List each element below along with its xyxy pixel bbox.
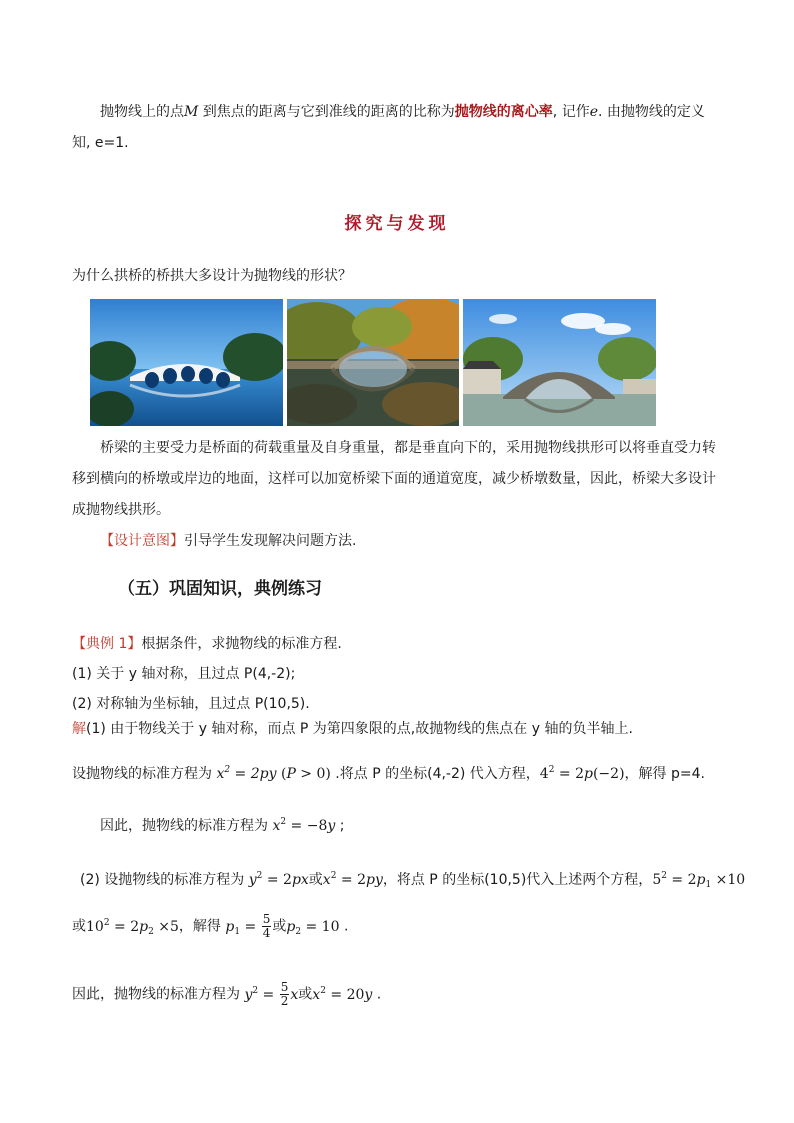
equation-two-forms: $y^2 = 2px$	[248, 871, 309, 888]
bridge-question: 为什么拱桥的桥拱大多设计为抛物线的形状？	[72, 268, 352, 284]
solution-line-5: 或$10^2 = 2p_2 \times 5$，解得 $p_1$ = $\frac{5}{4}$ 或$p_2 = 10$ .	[72, 912, 349, 940]
bridge-text-line2: 移到横向的桥墩或岸边的地面，这样可以加宽桥梁下面的通道宽度，减少桥墩数量，因此，桥梁大多设计	[72, 471, 716, 487]
bridge-stone-arch-autumn-photo	[287, 299, 459, 426]
solution-line-4: (2) 设抛物线的标准方程为 $y^2 = 2px$或$x^2 = 2py$，将点 P 的坐标(10,5)代入上述两个方程，$5^2 = 2p_1 \times 10$	[80, 871, 746, 890]
solution-line-6: 因此，抛物线的标准方程为 $y^2$ = $\frac{5}{2}$ x或$x^2 = 20y$ .	[72, 980, 382, 1008]
solution-line-2: 设抛物线的标准方程为 $x^2 = 2py$ (P > 0) .将点 P 的坐标(4,-2) 代入方程，$4^2 = 2p(-2)$，解得 p=4.	[72, 765, 705, 782]
explore-heading: 探究与发现	[344, 214, 450, 234]
equation-result-2: $y^2$ = $\frac{5}{2}$ x	[244, 980, 299, 1008]
solution-line-3: 因此，抛物线的标准方程为 $x^2 = -8y$ ;	[100, 817, 345, 834]
bridge-text-line1: 桥梁的主要受力是桥面的荷载重量及自身重量，都是垂直向下的，采用抛物线拱形可以将垂直受力转	[100, 440, 716, 456]
example-item-2: (2) 对称轴为坐标轴，且过点 P(10,5).	[72, 696, 310, 712]
eccentricity-paragraph-line2: 知, e=1.	[72, 135, 129, 151]
equation-result-1: $x^2 = -8y$	[272, 817, 336, 834]
solution-line-1: 解(1) 由于物线关于 y 轴对称，而点 P 为第四象限的点,故抛物线的焦点在 y 轴的负半轴上.	[72, 721, 633, 737]
example-title: 【典例 1】根据条件，求抛物线的标准方程.	[72, 636, 342, 652]
equation-p-values: $p_1$ = $\frac{5}{4}$	[225, 912, 271, 940]
design-intent: 【设计意图】引导学生发现解决问题方法.	[100, 533, 357, 549]
eccentricity-paragraph-line1: 抛物线上的点M 到焦点的距离与它到准线的距离的比称为抛物线的离心率, 记作e. 由抛物线的定义	[100, 104, 705, 120]
equation-x2-2py: $x^2 = 2py$	[216, 765, 277, 782]
bridge-text-line3: 成抛物线拱形。	[72, 502, 170, 518]
example-item-1: (1) 关于 y 轴对称，且过点 P(4,-2);	[72, 666, 296, 682]
bridge-white-arches-photo	[90, 299, 283, 426]
eccentricity-term: 抛物线的离心率	[454, 104, 553, 120]
bridge-old-stone-arch-photo	[463, 299, 656, 426]
equation-substitution: $4^2 = 2p(-2)$	[539, 765, 625, 782]
section-title: （五）巩固知识，典例练习	[118, 579, 322, 599]
